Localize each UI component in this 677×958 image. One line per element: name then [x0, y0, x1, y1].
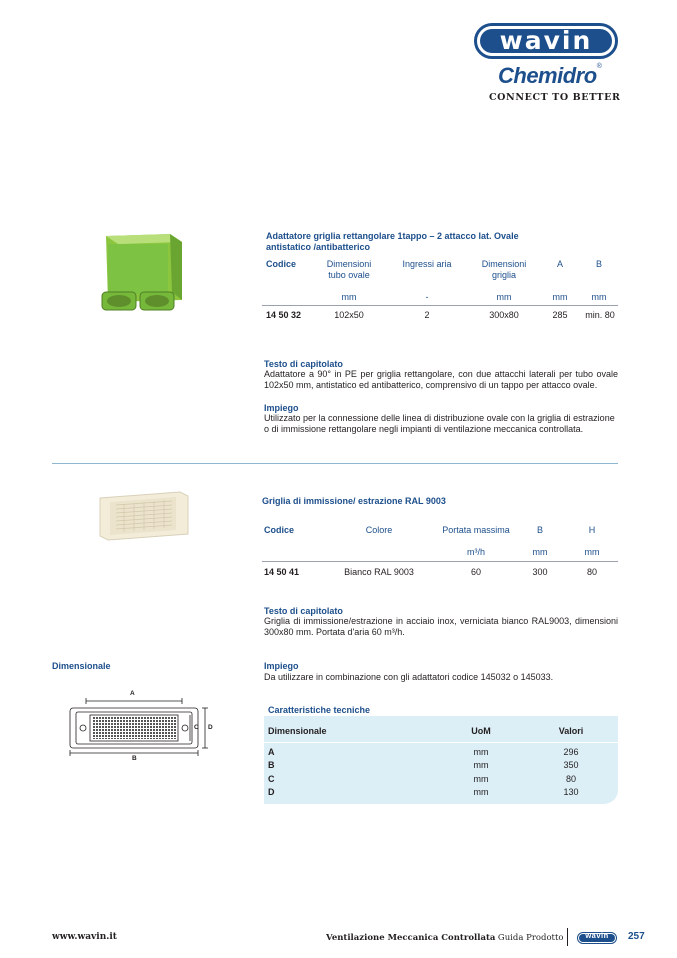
tech-row-b-uom: mm [473, 760, 489, 770]
p1-spec-text: Adattatore a 90° in PE per griglia rettangolare, con due attacchi laterali per tubo ovale 102x50 mm, antistatico ed antibatterico, comprensivo di un tappo per attacco ovale. [264, 369, 618, 390]
p1-unit-ingressi: - [425, 292, 429, 302]
p2-row-colore: Bianco RAL 9003 [344, 567, 414, 577]
wavin-logo [474, 23, 618, 59]
tech-row-c-value: 80 [565, 774, 576, 784]
tech-header-valori: Valori [558, 726, 584, 736]
tech-row-d-uom: mm [473, 787, 489, 797]
footer-url[interactable]: www.wavin.it [52, 932, 117, 942]
p2-table-divider [262, 561, 618, 562]
p2-unit-h: mm [584, 547, 600, 557]
dimensional-drawing [60, 690, 220, 765]
p2-row-portata: 60 [470, 567, 481, 577]
footer-logo-text: wavin [585, 931, 609, 940]
p2-spec-heading: Testo di capitolato [264, 606, 343, 616]
p1-header-a: A [556, 259, 563, 269]
p1-header-b: B [595, 259, 602, 269]
chemidro-text: Chemidro [498, 63, 597, 88]
p2-header-colore: Colore [365, 525, 393, 535]
p2-row-b: 300 [532, 567, 548, 577]
p1-use-heading: Impiego [264, 403, 299, 413]
p2-header-h: H [588, 525, 596, 535]
tech-row-b-value: 350 [563, 760, 579, 770]
product1-title: Adattatore griglia rettangolare 1tappo – 2 attacco lat. Ovale antistatico /antibatterico [266, 231, 519, 252]
p2-row-codice: 14 50 41 [264, 567, 300, 577]
drawing-label-d: D [208, 724, 213, 731]
tech-row-a-label: A [268, 747, 275, 757]
tech-row-c-uom: mm [473, 774, 489, 784]
footer-page-number: 257 [628, 931, 645, 942]
p2-unit-b: mm [532, 547, 548, 557]
p1-unit-a: mm [552, 292, 568, 302]
p2-use-text: Da utilizzare in combinazione con gli adattatori codice 145032 o 145033. [264, 672, 554, 682]
drawing-label-b: B [132, 755, 137, 762]
tech-row-b-label: B [268, 760, 275, 770]
p2-use-heading: Impiego [264, 661, 299, 671]
p1-use-text: Utilizzato per la connessione delle linea di distribuzione ovale con la griglia di estrazione o di immissione rettangolare negli impianti di ventilazione meccanica controllata. [264, 413, 615, 434]
p2-header-portata: Portata massima [442, 525, 510, 535]
grille-product-image [96, 490, 190, 542]
p1-unit-b: mm [591, 292, 607, 302]
footer-wavin-logo [577, 931, 617, 943]
tech-title: Caratteristiche tecniche [268, 705, 371, 715]
p1-header-ingressi: Ingressi aria [402, 259, 452, 269]
footer-title-block [326, 932, 564, 943]
drawing-label-a: A [130, 690, 135, 697]
p1-unit-griglia: mm [496, 292, 512, 302]
p1-table-divider [262, 305, 618, 306]
p1-header-codice: Codice [266, 259, 297, 269]
p2-spec-text: Griglia di immissione/estrazione in acciaio inox, verniciata bianco RAL9003, dimensioni 300x80 mm. Portata d'aria 60 m³/h. [264, 616, 618, 637]
tech-header-dimensionale: Dimensionale [268, 726, 327, 736]
registered-mark: ® [596, 63, 602, 70]
p1-header-tubo: Dimensioni tubo ovale [326, 259, 372, 280]
adapter-product-image [100, 230, 186, 314]
footer-title: Ventilazione Meccanica Controllata [326, 933, 496, 943]
tech-row-a-uom: mm [473, 747, 489, 757]
footer-subtitle: Guida Prodotto [497, 933, 564, 943]
p1-spec-heading: Testo di capitolato [264, 359, 343, 369]
tech-row-c-label: C [268, 774, 275, 784]
p1-row-a: 285 [552, 310, 568, 320]
p1-unit-tubo: mm [341, 292, 357, 302]
p1-row-codice: 14 50 32 [266, 310, 302, 320]
tech-header-divider [264, 742, 618, 743]
wavin-logo-text: wavin [499, 26, 593, 55]
product2-title: Griglia di immissione/ estrazione RAL 9003 [262, 496, 446, 506]
p2-unit-portata: m³/h [467, 547, 485, 557]
tech-header-uom: UoM [471, 726, 491, 736]
p1-row-griglia: 300x80 [489, 310, 519, 320]
tagline: CONNECT TO BETTER [489, 92, 621, 103]
p1-header-griglia: Dimensioni griglia [481, 259, 527, 280]
p2-header-b: B [536, 525, 543, 535]
tech-row-a-value: 296 [563, 747, 579, 757]
tech-row-d-value: 130 [563, 787, 579, 797]
chemidro-logo [498, 63, 618, 87]
p1-row-ingressi: 2 [424, 310, 430, 320]
dimensional-label: Dimensionale [52, 661, 111, 671]
section-divider [52, 463, 618, 464]
p1-row-tubo: 102x50 [334, 310, 364, 320]
p2-header-codice: Codice [264, 525, 295, 535]
p2-row-h: 80 [586, 567, 597, 577]
tech-row-d-label: D [268, 787, 275, 797]
drawing-label-c: C [194, 724, 199, 731]
footer-separator [567, 928, 568, 946]
p1-row-b: min. 80 [585, 310, 615, 320]
